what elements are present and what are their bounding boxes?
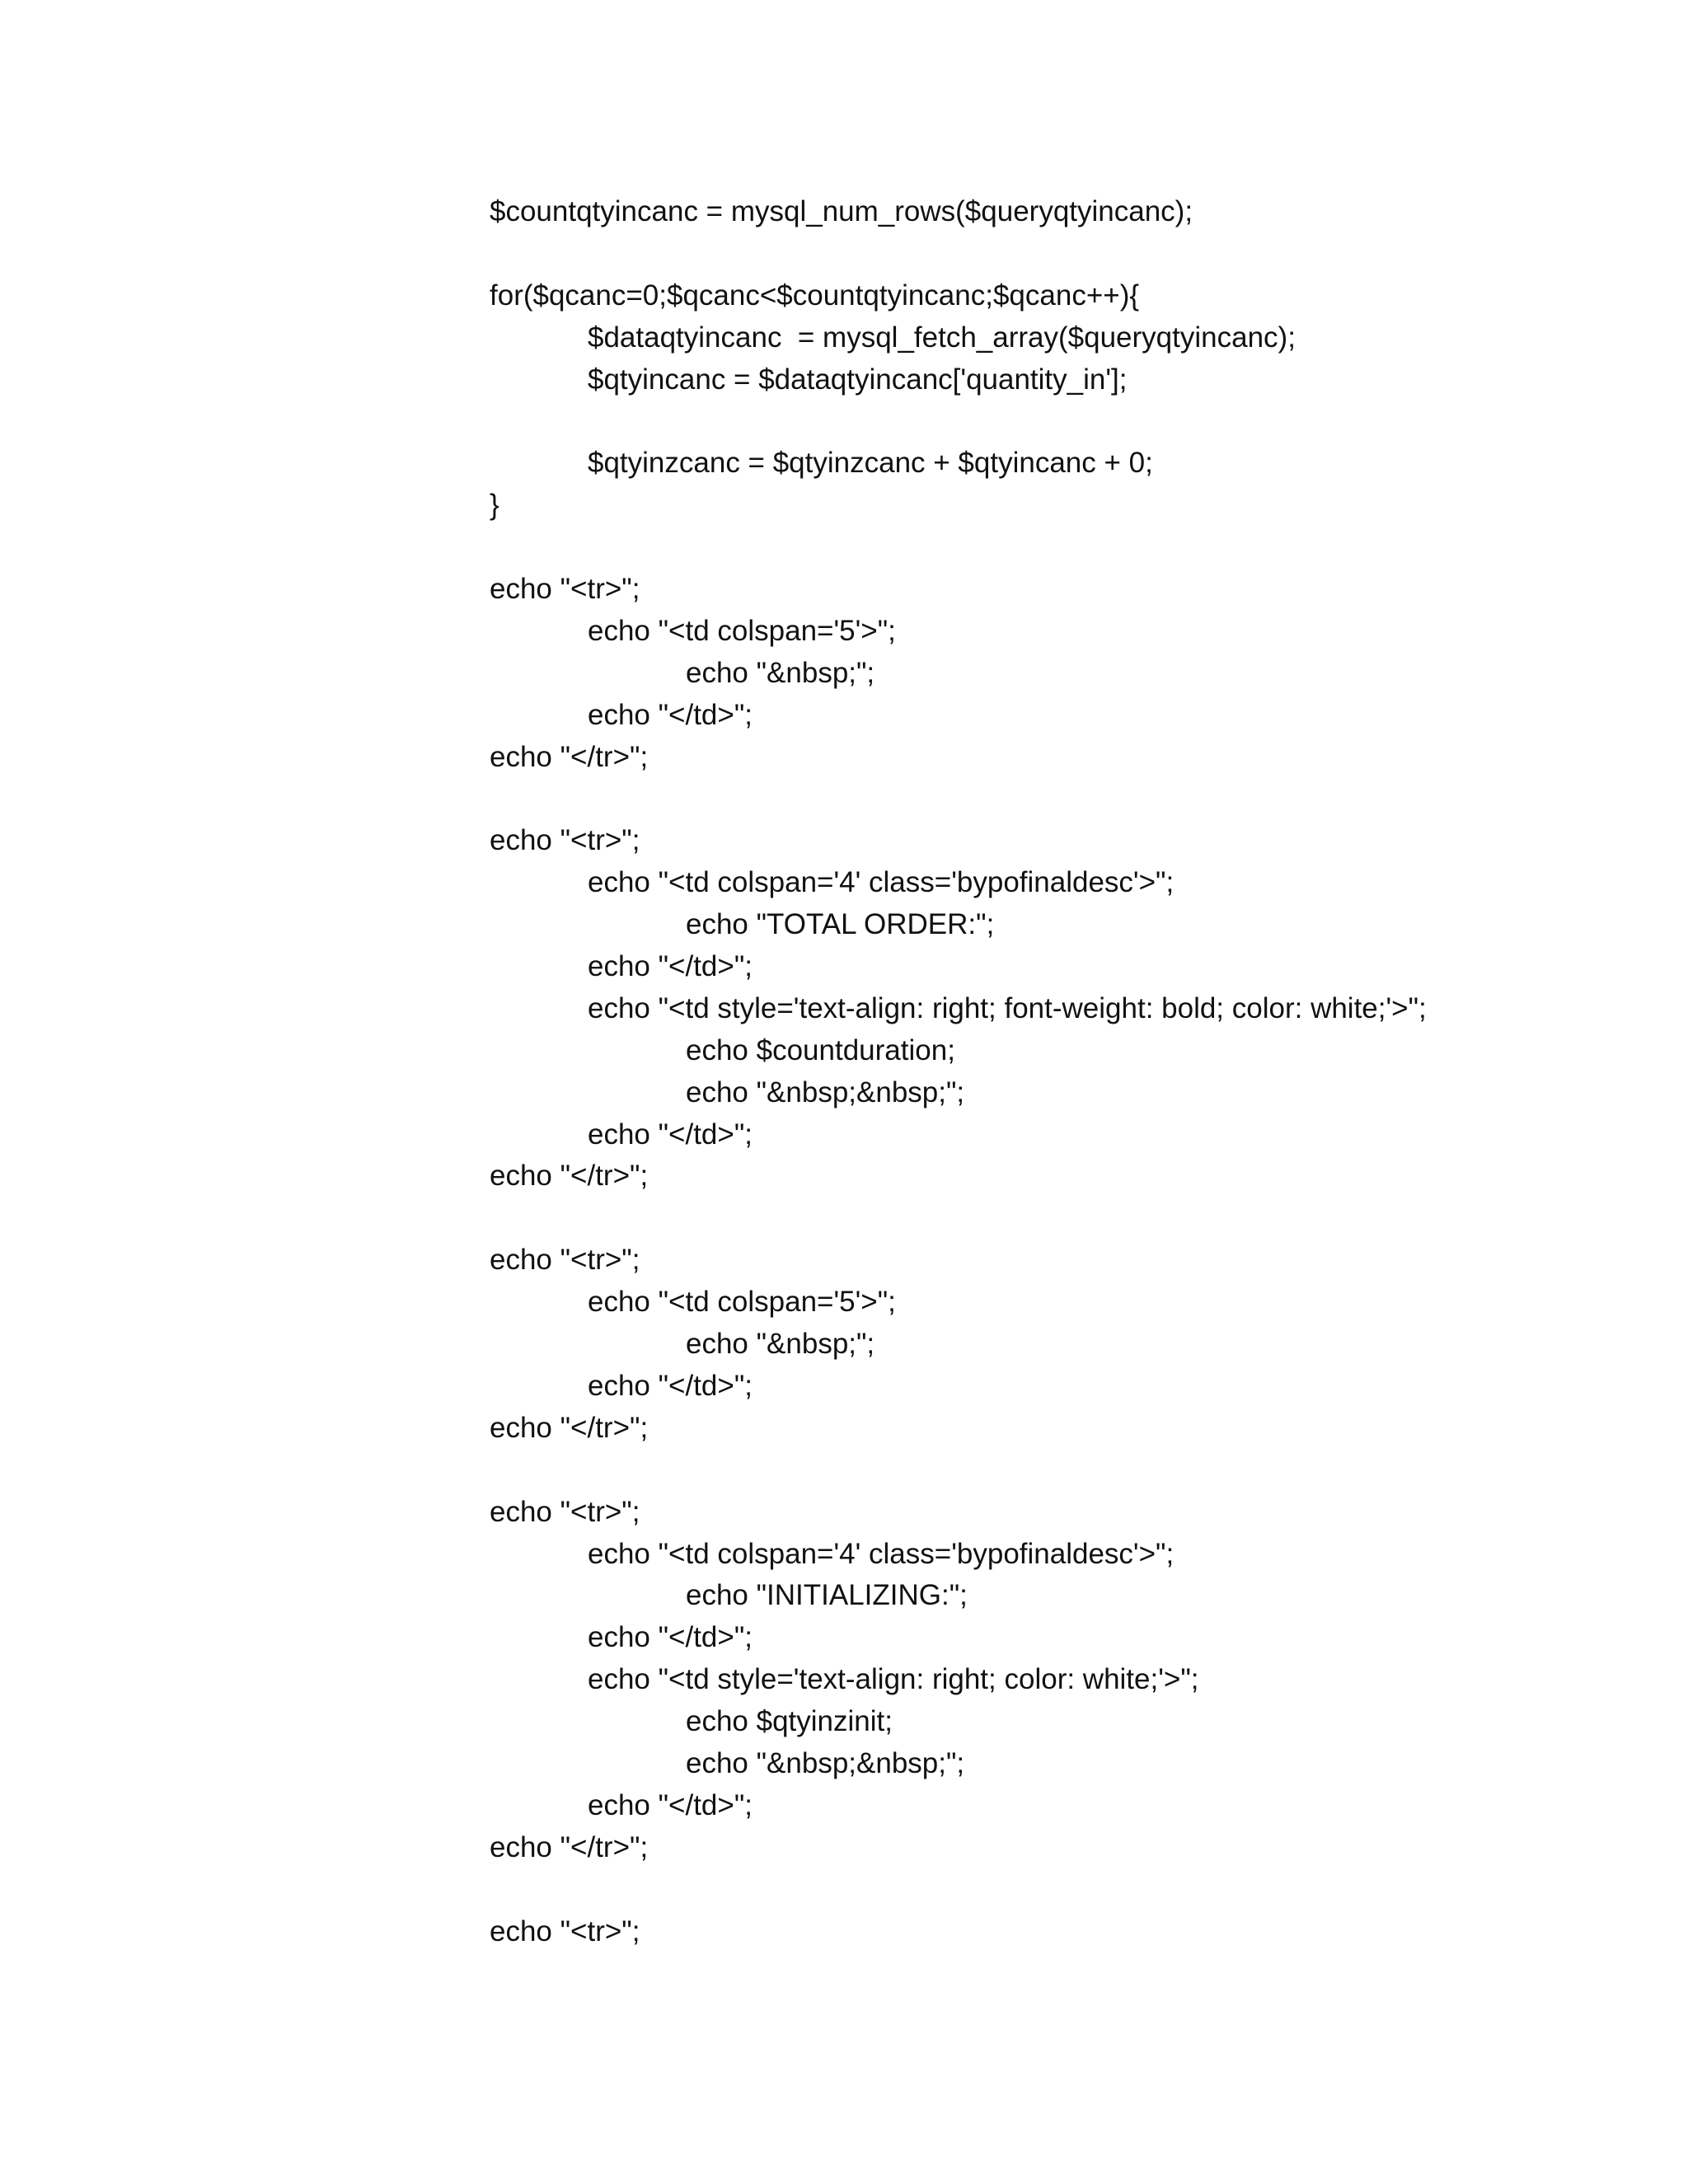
blank-line: [490, 778, 1627, 820]
code-line: for($qcanc=0;$qcanc<$countqtyincanc;$qcanc++){: [490, 279, 1140, 312]
code-line: echo "<tr>";: [490, 1915, 640, 1947]
code-line: echo "</td>";: [588, 1788, 753, 1821]
code-line: echo "INITIALIZING:";: [686, 1579, 968, 1612]
code-line: echo "&nbsp;";: [686, 1328, 875, 1361]
code-line: $dataqtyincanc = mysql_fetch_array($queryqtyincanc);: [588, 321, 1296, 354]
code-line: echo "<td colspan='4' class='bypofinaldesc'>";: [588, 866, 1175, 899]
code-listing: [490, 191, 1627, 1952]
code-line: echo "</td>";: [588, 950, 753, 983]
code-line: echo "<td colspan='5'>";: [588, 614, 896, 647]
code-line: echo "</td>";: [588, 1369, 753, 1402]
code-line: echo $countduration;: [686, 1033, 955, 1066]
code-line: echo "&nbsp;&nbsp;";: [686, 1076, 965, 1108]
code-line: echo "</tr>";: [490, 1411, 649, 1444]
code-line: echo "</tr>";: [490, 1830, 649, 1863]
code-line: echo "</td>";: [588, 1621, 753, 1654]
code-line: echo "TOTAL ORDER:";: [686, 908, 995, 941]
blank-line: [490, 1869, 1627, 1911]
code-line: echo "&nbsp;&nbsp;";: [686, 1746, 965, 1779]
code-line: echo "</td>";: [588, 698, 753, 731]
code-line: echo "<tr>";: [490, 824, 640, 857]
code-line: echo "<tr>";: [490, 573, 640, 606]
code-line: echo "<td style='text-align: right; font-weight: bold; color: white;'>";: [588, 991, 1427, 1024]
code-line: $countqtyincanc = mysql_num_rows($queryqtyincanc);: [490, 195, 1193, 227]
blank-line: [490, 1450, 1627, 1492]
code-line: echo "<tr>";: [490, 1244, 640, 1277]
code-line: echo "&nbsp;";: [686, 656, 875, 689]
blank-line: [490, 233, 1627, 275]
code-line: echo $qtyinzinit;: [686, 1705, 893, 1738]
blank-line: [490, 1197, 1627, 1240]
code-line: $qtyinzcanc = $qtyinzcanc + $qtyincanc + 0;: [588, 447, 1153, 480]
code-line: echo "</tr>";: [490, 1160, 649, 1193]
code-line: echo "<tr>";: [490, 1495, 640, 1528]
code-line: echo "<td colspan='4' class='bypofinaldesc'>";: [588, 1537, 1175, 1570]
code-line: echo "</td>";: [588, 1118, 753, 1151]
code-line: }: [490, 489, 499, 522]
code-line: echo "</tr>";: [490, 740, 649, 773]
blank-line: [490, 527, 1627, 569]
blank-line: [490, 401, 1627, 443]
code-line: echo "<td colspan='5'>";: [588, 1286, 896, 1319]
code-line: echo "<td style='text-align: right; color: white;'>";: [588, 1663, 1199, 1696]
code-line: $qtyincanc = $dataqtyincanc['quantity_in'];: [588, 363, 1128, 396]
